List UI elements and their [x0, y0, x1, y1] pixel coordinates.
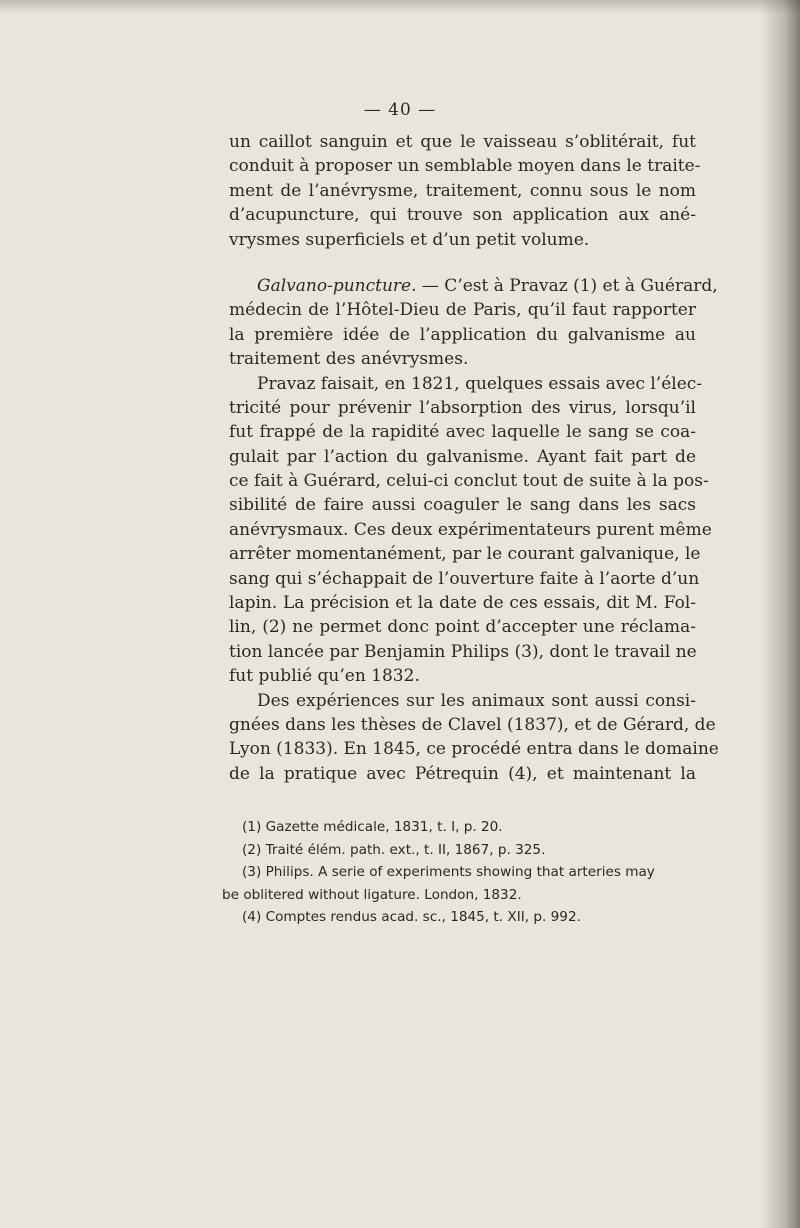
text-line: ment de l’anévrysme, traitement, connu sous le nom: [229, 180, 696, 201]
page-number: — 40 —: [363, 100, 437, 120]
page-binding-shadow: [760, 0, 800, 1228]
text-line: médecin de l’Hôtel-Dieu de Paris, qu’il faut rapporter: [229, 300, 696, 321]
text-line: lin, (2) ne permet donc point d’accepter une réclama-: [229, 617, 696, 638]
text-line: sang qui s’échappait de l’ouverture faite à l’aorte d’un: [229, 568, 700, 589]
footnotes: [222, 816, 696, 929]
text-line: Pravaz faisait, en 1821, quelques essais avec l’élec-: [257, 373, 703, 394]
text-line: tricité pour prévenir l’absorption des virus, lorsqu’il: [229, 397, 696, 418]
paragraph-acupuncture: [229, 130, 701, 252]
paragraph-galvano-puncture: [229, 274, 718, 372]
main-text: [229, 130, 719, 786]
paragraph-pravaz: [229, 372, 712, 689]
section-heading: Galvano-puncture.: [257, 275, 417, 296]
text-line: [229, 274, 718, 298]
text-line: tion lancée par Benjamin Philips (3), dont le travail ne: [229, 641, 697, 662]
text-line: arrêter momentanément, par le courant galvanique, le: [229, 544, 701, 565]
text-line: anévrysmaux. Ces deux expérimentateurs purent même: [229, 519, 712, 540]
text-line: conduit à proposer un semblable moyen dans le traite-: [229, 156, 701, 177]
text-line: fut frappé de la rapidité avec laquelle le sang se coa-: [229, 422, 696, 443]
text-line: sibilité de faire aussi coaguler le sang dans les sacs: [229, 495, 696, 516]
footnote-continuation: be oblitered without ligature. London, 1832.: [222, 886, 522, 903]
text-line: traitement des anévrysmes.: [229, 349, 469, 370]
footnote: (3) Philips. A serie of experiments showing that arteries may: [242, 864, 655, 880]
text-line: Lyon (1833). En 1845, ce procédé entra dans le domaine: [229, 739, 719, 760]
text-line: fut publié qu’en 1832.: [229, 666, 420, 687]
text-line: un caillot sanguin et que le vaisseau s’oblitérait, fut: [229, 132, 696, 152]
text-line: Des expériences sur les animaux sont aussi consi-: [257, 690, 696, 711]
text-line: gulait par l’action du galvanisme. Ayant fait part de: [229, 446, 696, 467]
footnote: (4) Comptes rendus acad. sc., 1845, t. XII, p. 992.: [242, 909, 581, 925]
footnote: (1) Gazette médicale, 1831, t. I, p. 20.: [242, 819, 503, 835]
paragraph-experiences: [229, 689, 719, 787]
text-line: de la pratique avec Pétrequin (4), et maintenant la: [229, 763, 696, 784]
text-line: vrysmes superficiels et d’un petit volume.: [229, 229, 590, 250]
text-line: gnées dans les thèses de Clavel (1837), et de Gérard, de: [229, 714, 716, 735]
text-line: d’acupuncture, qui trouve son application aux ané-: [229, 205, 696, 226]
footnote: (2) Traité élém. path. ext., t. II, 1867, p. 325.: [242, 841, 546, 858]
text-line: lapin. La précision et la date de ces essais, dit M. Fol-: [229, 593, 696, 614]
text-line: ce fait à Guérard, celui-ci conclut tout de suite à la pos-: [229, 471, 709, 492]
text-line: la première idée de l’application du galvanisme au: [229, 324, 696, 345]
heading-continuation: — C’est à Pravaz (1) et à Guérard,: [416, 275, 718, 296]
page-top-shadow: [0, 0, 800, 14]
